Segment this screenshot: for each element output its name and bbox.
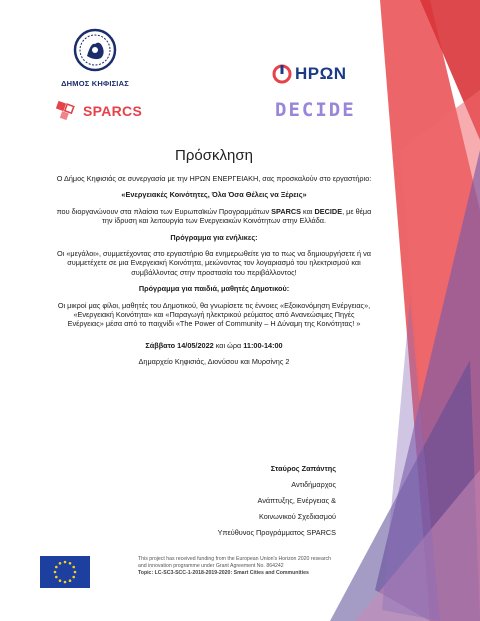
- decide-text: DECIDE: [275, 99, 356, 121]
- event-location: Δημαρχείο Κηφισιάς, Διονύσου και Μυρσίνης 2: [138, 357, 290, 367]
- funding-topic: Topic: LC-SC3-SCC-1-2018-2019-2020: Smart Cities and Communities: [138, 570, 309, 576]
- iron-power-icon: [272, 64, 292, 84]
- adults-text: Οι «μεγάλοι», συμμετέχοντας στο εργαστήριο θα ενημερωθείτε για το πως να δημιουργήσετε ή να συμμετέχετε σε μια Ενεργειακή Κοινότητα, μειώνοντας τον λογαριασμό του ηλεκτρισμού και συμβάλλοντας στην προστασία του περιβάλλοντος!: [57, 249, 371, 277]
- signatory-role-2: Ανάπτυξης, Ενέργειας &: [257, 496, 336, 505]
- sparcs-logo: [55, 99, 142, 123]
- description-text: [56, 207, 372, 226]
- sparcs-cube-icon: [55, 99, 79, 123]
- funding-footer: [40, 556, 400, 596]
- description-decide: DECIDE: [314, 206, 343, 216]
- kids-text: Οι μικροί μας φίλοι, μαθητές του Δημοτικού, θα γνωρίσετε τις έννοιες «Εξοικονόμηση Ενέργειας», «Ενεργειακή Κοινότητα» και «Παραγωγή ηλεκτρικού ρεύματος από Ανανεώσιμες Πηγές Ενέργειας» μέσα από το παιχνίδι «The Power of Community – Η Δύναμη της Κοινότητας! »: [57, 300, 371, 329]
- adults-heading: Πρόγραμμα για ενήλικες:: [170, 232, 258, 242]
- intro-text: Ο Δήμος Κηφισιάς σε συνεργασία με την ΗΡΩΝ ΕΝΕΡΓΕΙΑΚΗ, σας προσκαλούν στο εργαστήριο:: [56, 174, 372, 183]
- eu-flag-icon: [40, 556, 90, 588]
- decide-logo: [275, 99, 356, 121]
- workshop-name: «Ενεργειακές Κοινότητες, Όλα Όσα Θέλεις να Ξέρεις»: [121, 190, 307, 200]
- description-pre: που διοργανώνουν στα πλαίσια των Ευρωπαϊκών Προγραμμάτων: [56, 206, 272, 216]
- funding-line-3: [138, 570, 368, 577]
- page-title: Πρόσκληση: [175, 147, 253, 164]
- iron-text: ΗΡΩΝ: [295, 64, 347, 83]
- signatory-name: Σταύρος Ζαπάντης: [270, 464, 336, 473]
- invitation-body: [56, 147, 372, 374]
- event-datetime: [56, 341, 372, 350]
- kids-heading: Πρόγραμμα για παιδιά, μαθητές Δημοτικού:: [138, 284, 290, 294]
- description-sparcs: SPARCS: [271, 206, 302, 216]
- event-mid: και ώρα: [213, 340, 244, 350]
- funding-line-1: This project has received funding from the European Union's Horizon 2020 research: [138, 556, 332, 562]
- municipal-emblem-icon: [73, 28, 117, 72]
- signatory-role-4: Υπεύθυνος Προγράμματος SPARCS: [217, 528, 336, 537]
- dimos-name: ΔΗΜΟΣ ΚΗΦΙΣΙΑΣ: [61, 79, 129, 88]
- signatory-role-1: Αντιδήμαρχος: [291, 480, 336, 489]
- funding-text: [138, 556, 368, 596]
- signature-block: [136, 464, 336, 544]
- event-date: Σάββατο 14/05/2022: [145, 340, 214, 350]
- iron-logo: [272, 64, 347, 84]
- description-mid: και: [301, 206, 315, 216]
- sparcs-text: SPARCS: [83, 103, 143, 119]
- signatory-role-3: Κοινωνικού Σχεδιασμού: [259, 512, 336, 521]
- event-time: 11:00-14:00: [243, 340, 283, 350]
- description-post: , με θέμα την ίδρυση και λειτουργία των Ενεργειακών Κοινότητων στην Ελλάδα.: [101, 206, 372, 226]
- dimos-kifisias-logo: [50, 28, 140, 88]
- funding-line-2: and innovation programme under Grant Agreement No. 864242: [138, 563, 284, 569]
